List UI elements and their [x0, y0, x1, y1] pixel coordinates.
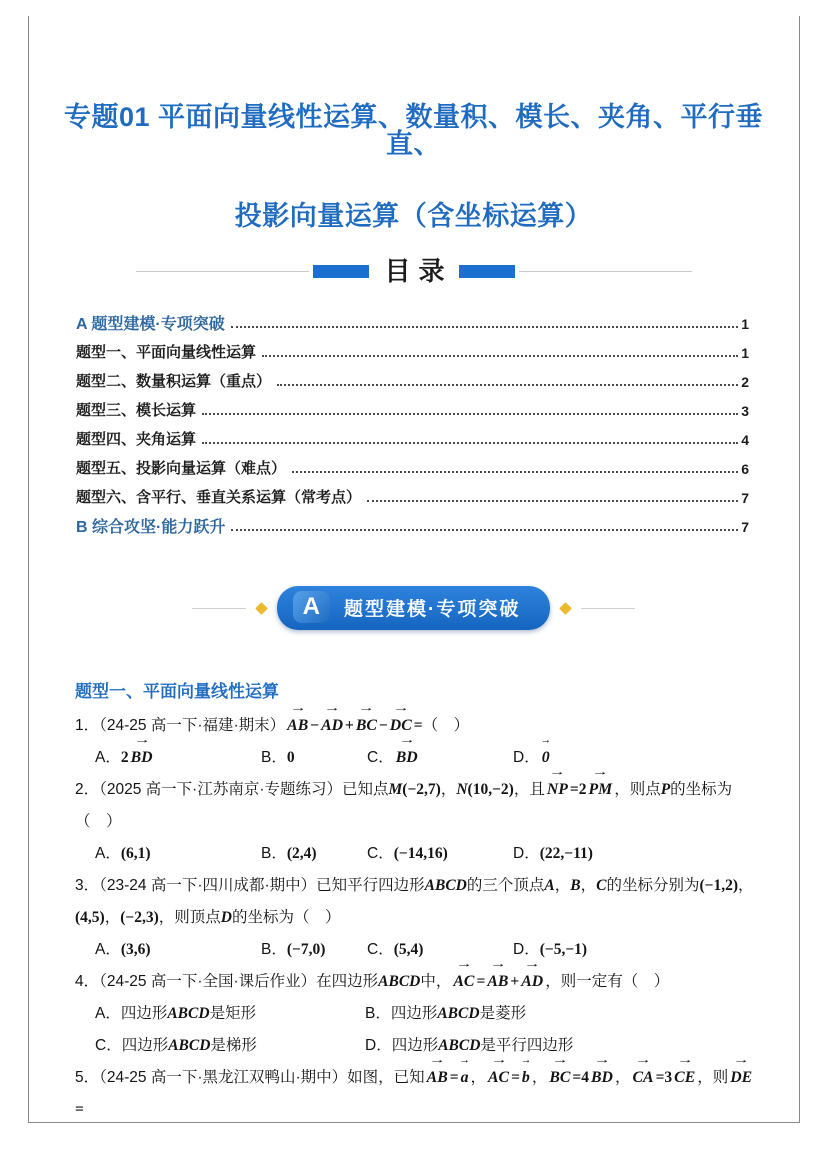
vector-arrow-icon: → [490, 1054, 507, 1066]
math-text: (−5,−1) [539, 941, 588, 958]
vector-symbol: AD [321, 717, 344, 734]
question-line: 2．（2025 高一下·江苏南京·专题练习）已知点M(−2,7)，N(10,−2)，且 → NP =2 → PM ，则点P的坐标为 [75, 774, 763, 806]
vector-AC [486, 1054, 511, 1094]
question-line: 1．（24-25 高一下·福建·期末） → AB − → AD + → BC − → DC =（ ） [75, 710, 763, 742]
math-text: (2,4) [286, 845, 317, 862]
vector-NP [545, 766, 570, 806]
vector-CE [672, 1054, 697, 1094]
vector-CA [630, 1054, 655, 1094]
math-text: ABCD [168, 1037, 211, 1054]
toc-row [76, 482, 749, 511]
toc-dotted-leader [231, 529, 738, 531]
vector-symbol: AB [426, 1069, 448, 1086]
math-text: (−7,0) [286, 941, 326, 958]
math-text: ABCD [437, 1005, 480, 1022]
vector-arrow-icon: → [540, 734, 551, 746]
vector-symbol: AD [521, 973, 544, 990]
vector-arrow-icon: → [398, 734, 415, 746]
math-text: =3 [655, 1069, 673, 1086]
question-2 [75, 766, 763, 870]
toc-page-number: 7 [741, 489, 749, 506]
vector-AB [425, 1054, 450, 1094]
math-text: ABCD [424, 877, 467, 894]
math-text: = [511, 1069, 520, 1086]
vector-arrow-icon: → [549, 766, 566, 778]
question-1 [75, 702, 763, 774]
toc-dotted-leader [231, 326, 738, 328]
vector-arrow-icon: → [289, 702, 306, 714]
toc-page-number: 4 [741, 431, 749, 448]
vector-symbol: CE [674, 1069, 696, 1086]
math-text: = [476, 973, 486, 990]
option: D．(−5,−1) [513, 941, 588, 958]
question-list [60, 704, 767, 1126]
vector-symbol: AC [488, 1069, 510, 1086]
vector-symbol: NP [546, 781, 568, 798]
options-row [75, 934, 763, 966]
vector-symbol: BC [355, 717, 377, 734]
math-text: (5,4) [393, 941, 424, 958]
toc-label: 题型六、含平行、垂直关系运算（常考点） [76, 489, 362, 506]
toc-dotted-leader [367, 500, 738, 502]
vector-arrow-icon: → [676, 1054, 693, 1066]
vector-BC [354, 702, 379, 742]
question-3 [75, 870, 763, 966]
toc-row [76, 366, 749, 395]
vector-BD [394, 734, 420, 774]
toc-label: 题型三、模长运算 [76, 402, 197, 419]
vector-arrow-icon: → [323, 702, 341, 714]
toc-dotted-leader [202, 442, 738, 444]
toc-page-number: 7 [741, 518, 749, 535]
vector-symbol: a [460, 1069, 469, 1086]
toc-row [76, 337, 749, 366]
math-text: (6,1) [120, 845, 151, 862]
vector-symbol: BD [130, 749, 153, 766]
math-text: = [75, 1101, 84, 1118]
vector-symbol: BD [395, 749, 418, 766]
vector-arrow-icon: → [592, 766, 609, 778]
toc-rule-right [519, 271, 692, 272]
badge-letter: A [293, 591, 330, 623]
vector-arrow-icon: → [358, 702, 375, 714]
toc-page-number: 3 [741, 402, 749, 419]
options-row [75, 998, 763, 1062]
option: D．(22,−11) [513, 845, 593, 862]
toc-label: 题型五、投影向量运算（难点） [76, 460, 287, 477]
section-a-badge [277, 586, 551, 630]
vector-arrow-icon: → [551, 1054, 569, 1066]
math-text: − [310, 717, 320, 734]
ornament-line-left [192, 608, 246, 609]
toc-page-number: 1 [741, 344, 749, 361]
math-text: M(−2,7) [388, 781, 441, 798]
math-text: (−14,16) [393, 845, 448, 862]
question-5 [75, 1054, 763, 1126]
title-line-1: 专题01 平面向量线性运算、数量积、模长、夹角、平行垂直、 [63, 102, 764, 159]
math-text: (4,5) [75, 909, 105, 926]
vector-arrow-icon: → [392, 702, 409, 714]
math-text: 2 [120, 749, 129, 766]
ornament-line-right [581, 608, 635, 609]
vector-arrow-icon: → [524, 958, 541, 970]
vector-BD [589, 1054, 615, 1094]
vector-symbol: BD [591, 1069, 613, 1086]
toc-rule-left [136, 271, 309, 272]
toc-row [76, 424, 749, 453]
math-text: ABCD [167, 1005, 210, 1022]
vector-a [459, 1054, 471, 1094]
title-line-2: 投影向量运算（含坐标运算） [234, 201, 593, 231]
vector-AD [519, 958, 545, 998]
question-line: (4,5)，(−2,3)，则顶点D的坐标为（ ） [75, 909, 341, 926]
math-text: B [570, 877, 581, 894]
toc-dotted-leader [262, 355, 738, 357]
toc-label: B 综合攻坚·能力跃升 [76, 519, 226, 536]
math-text: A [544, 877, 555, 894]
vector-arrow-icon: → [520, 1054, 532, 1066]
vector-symbol: BC [549, 1069, 571, 1086]
option: B．(2,4) [261, 845, 317, 862]
vector-AB [285, 702, 310, 742]
toc-list [60, 308, 767, 540]
toc-title: 目录 [384, 256, 453, 286]
math-text: = [413, 717, 423, 734]
vector-symbol: CA [632, 1069, 654, 1086]
question-line: 3．（23-24 高一下·四川成都·期中）已知平行四边形ABCD的三个顶点A，B，C的坐标分别为(−1,2)， [75, 877, 754, 894]
question-line: （ ） [75, 813, 122, 830]
topic-heading: 题型一、平面向量线性运算 [75, 682, 279, 701]
option: D． → 0 [513, 742, 763, 774]
option: C． → BD [367, 742, 513, 774]
vector-arrow-icon: → [733, 1054, 750, 1066]
toc-bar-left [313, 265, 369, 278]
option: B．0 [261, 749, 295, 766]
vector-arrow-icon: → [455, 958, 473, 970]
math-text: − [378, 717, 388, 734]
badge-text: 题型建模·专项突破 [344, 598, 521, 620]
vector-arrow-icon: → [489, 958, 507, 970]
diamond-ornament-left [255, 602, 268, 615]
vector-AB [485, 958, 510, 998]
vector-PM [586, 766, 614, 806]
question-4 [75, 958, 763, 1062]
toc-row [76, 511, 749, 540]
toc-page-number: 2 [741, 373, 749, 390]
math-text: C [596, 877, 607, 894]
math-text: = [449, 1069, 459, 1086]
math-text: ABCD [438, 1037, 481, 1054]
vector-AC [451, 958, 476, 998]
math-text: ABCD [378, 973, 421, 990]
toc-label: A 题型建模·专项突破 [76, 316, 225, 333]
vector-symbol: b [521, 1069, 530, 1086]
vector-symbol: AB [287, 717, 309, 734]
toc-dotted-leader [292, 471, 738, 473]
vector-arrow-icon: → [429, 1054, 446, 1066]
toc-label: 题型四、夹角运算 [76, 431, 197, 448]
document-title [60, 0, 767, 230]
toc-row [76, 395, 749, 424]
option: A．(3,6) [95, 941, 151, 958]
options-row [75, 838, 763, 870]
question-line: 4．（24-25 高一下·全国·课后作业）在四边形ABCD中， → AC = → AB + → AD ，则一定有（ ） [75, 966, 763, 998]
toc-row [76, 308, 749, 337]
math-text: P [660, 781, 671, 798]
vector-symbol: DC [389, 717, 412, 734]
math-text: (−2,3) [120, 909, 159, 926]
vector-arrow-icon: → [634, 1054, 652, 1066]
vector-symbol: AC [453, 973, 475, 990]
math-text: + [510, 973, 520, 990]
toc-bar-right [459, 265, 515, 278]
section-badge-row [60, 586, 767, 630]
option: C．(−14,16) [367, 845, 448, 862]
vector-symbol: AB [487, 973, 509, 990]
vector-DE [728, 1054, 754, 1094]
toc-page-number: 1 [741, 315, 749, 332]
option: B．(−7,0) [261, 941, 326, 958]
option: D．四边形ABCD是平行四边形 [365, 1037, 574, 1054]
options-row [75, 734, 763, 774]
diamond-ornament-right [559, 602, 572, 615]
toc-header [136, 256, 692, 286]
vector-symbol: 0 [541, 749, 550, 766]
toc-dotted-leader [277, 384, 738, 386]
vector-symbol: DE [730, 1069, 753, 1086]
vector-symbol: PM [588, 781, 613, 798]
vector-BC [547, 1054, 572, 1094]
question-line: 5．（24-25 高一下·黑龙江双鸭山·期中）如图，已知 → AB = → a ， → AC = → b ， → BC =4 → BD ， → CA =3 → CE ，则 → DE= [75, 1054, 753, 1118]
toc-page-number: 6 [741, 460, 749, 477]
option: A．(6,1) [95, 845, 151, 862]
vector-BD [129, 734, 155, 774]
math-text: + [345, 717, 354, 734]
option: C．四边形ABCD是梯形 [95, 1037, 257, 1054]
math-text: (22,−11) [539, 845, 593, 862]
option: A．2 → BD [95, 742, 261, 774]
math-text: D [220, 909, 232, 926]
vector-arrow-icon: → [133, 734, 150, 746]
toc-dotted-leader [202, 413, 738, 415]
math-text: =2 [569, 781, 587, 798]
math-text: N(10,−2) [456, 781, 514, 798]
math-text: =4 [572, 1069, 590, 1086]
option: A．四边形ABCD是矩形 [95, 1005, 257, 1022]
vector-arrow-icon: → [593, 1054, 611, 1066]
math-text: 0 [286, 749, 295, 766]
toc-row [76, 453, 749, 482]
toc-label: 题型一、平面向量线性运算 [76, 344, 257, 361]
toc-label: 题型二、数量积运算（重点） [76, 373, 272, 390]
vector-b [520, 1054, 532, 1094]
option: C．(5,4) [367, 941, 424, 958]
math-text: (3,6) [120, 941, 151, 958]
vector-arrow-icon: → [459, 1054, 470, 1066]
vector-AD [319, 702, 345, 742]
math-text: (−1,2) [699, 877, 738, 894]
option: B．四边形ABCD是菱形 [365, 1005, 527, 1022]
